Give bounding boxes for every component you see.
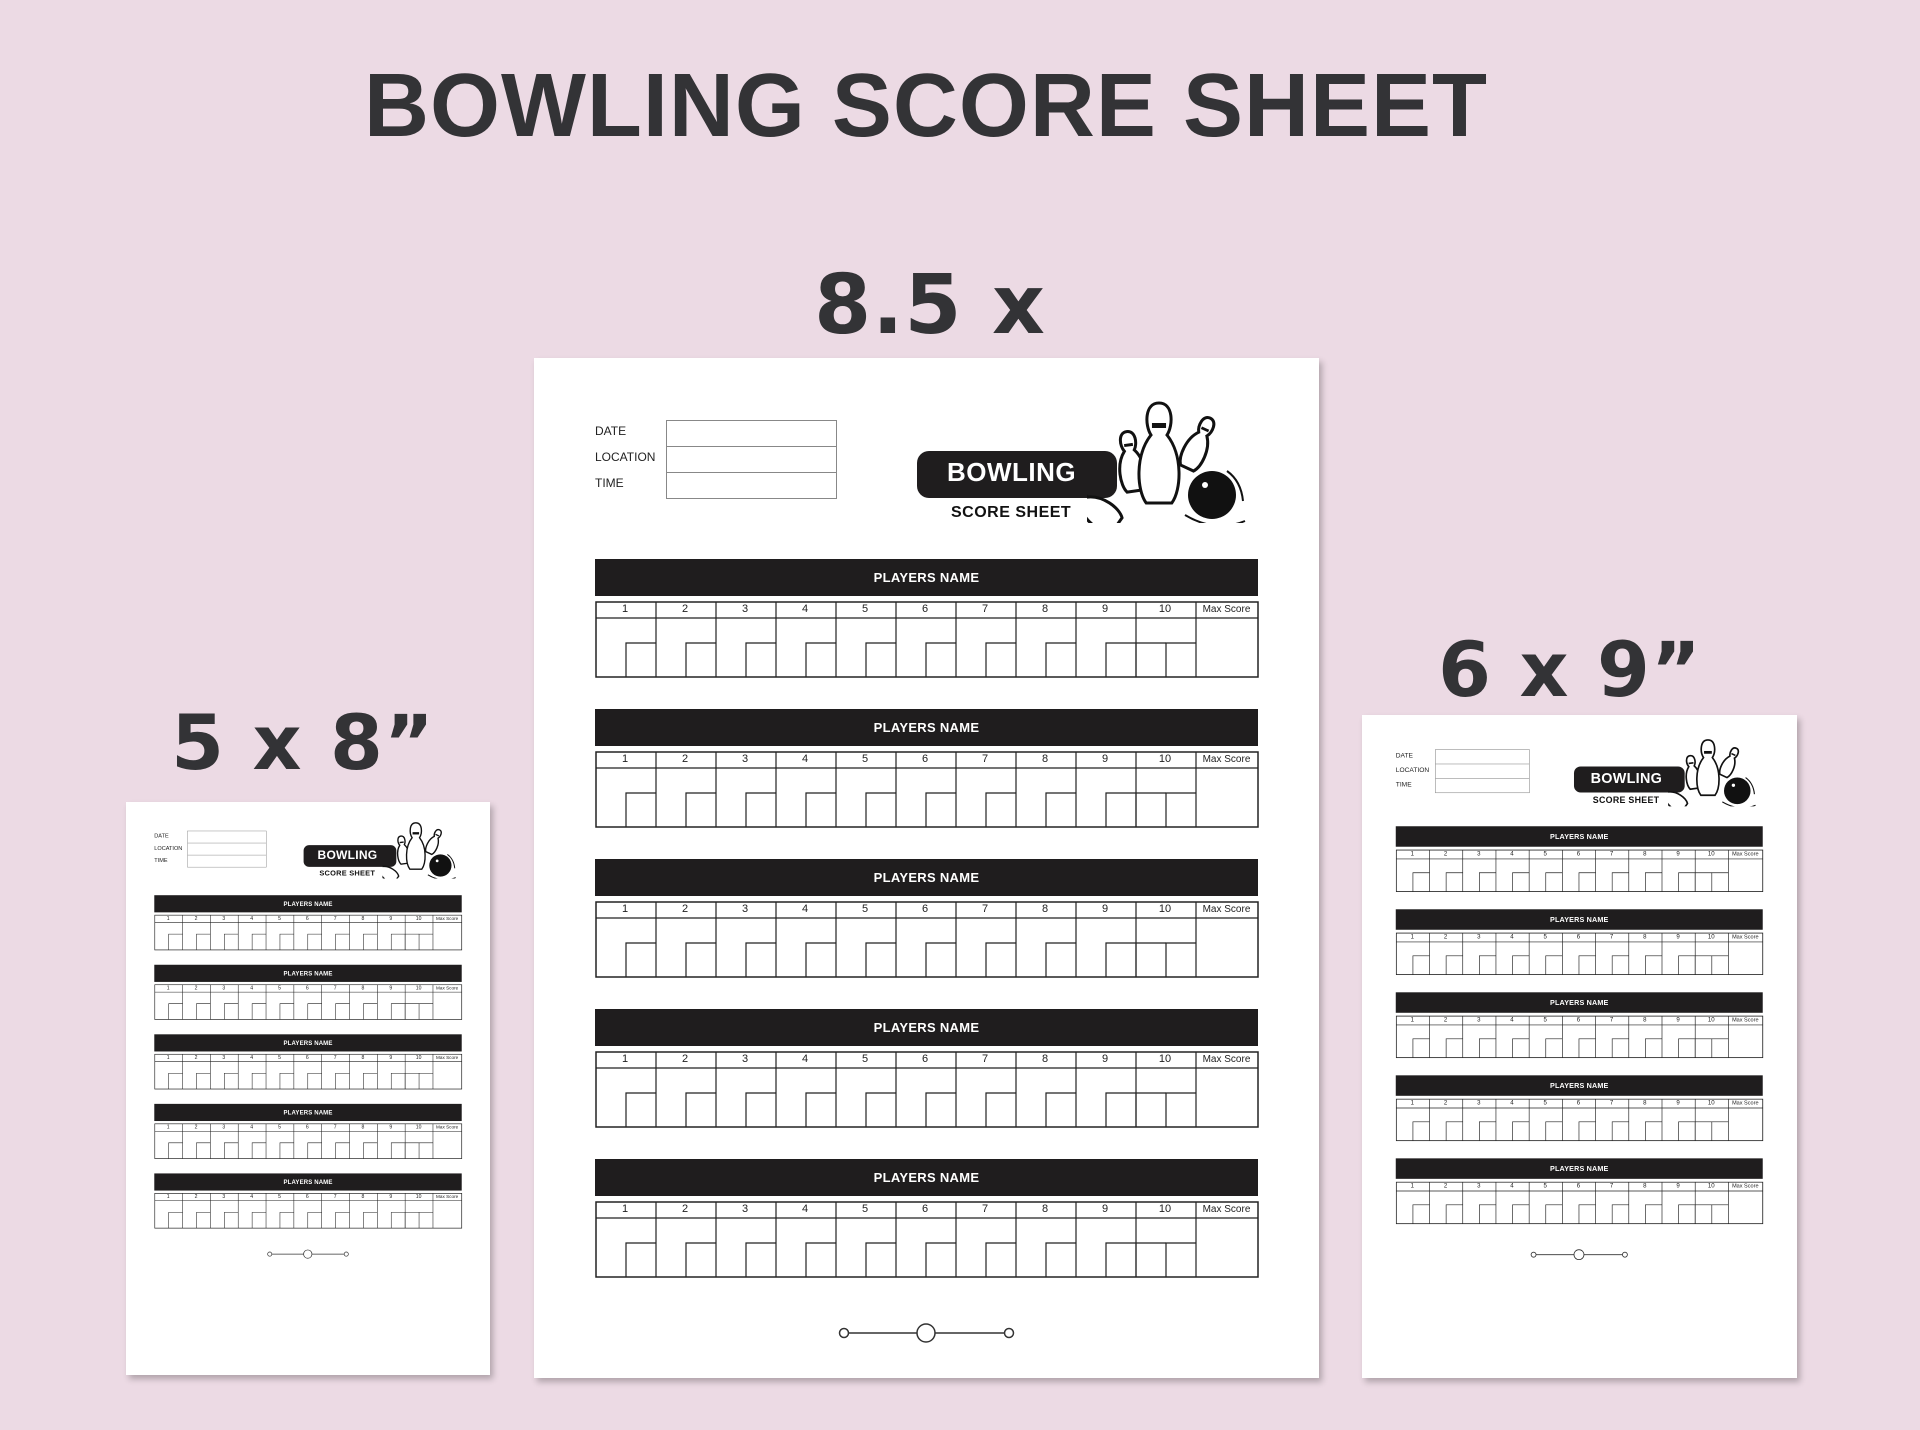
field-input-box	[667, 421, 836, 447]
player-name-header: PLAYERS NAME	[595, 709, 1258, 746]
frame-number: 2	[681, 903, 689, 915]
frame-number: 4	[1510, 1016, 1514, 1024]
frame-number: 9	[1676, 1016, 1680, 1024]
frame-number: 6	[1576, 1099, 1581, 1107]
frame-number: 8	[1643, 1016, 1647, 1024]
frame-number: 5	[861, 903, 869, 915]
header-field-boxes	[1435, 749, 1530, 793]
frame-number: 3	[1477, 1016, 1481, 1024]
frame-number: 6	[1576, 933, 1581, 941]
frame-number: 7	[981, 1203, 989, 1215]
frame-number: 6	[1576, 850, 1581, 858]
max-score-label: Max Score	[1732, 851, 1759, 858]
frame-number: 2	[681, 1053, 689, 1065]
frame-number: 2	[1443, 1099, 1448, 1107]
frame-number: 4	[801, 903, 809, 915]
field-input-box	[188, 843, 266, 855]
frame-number: 7	[333, 985, 337, 991]
frame-number: 7	[333, 915, 337, 922]
frame-number: 8	[1041, 603, 1049, 615]
frame-number: 7	[1609, 1099, 1614, 1107]
frame-number: 6	[305, 1124, 309, 1130]
frame-number: 3	[222, 1124, 226, 1130]
max-score-label: Max Score	[436, 916, 459, 922]
frame-number: 1	[621, 903, 629, 915]
frame-number: 9	[389, 1054, 393, 1061]
max-score-label: Max Score	[1732, 1183, 1759, 1190]
frame-number: 2	[1443, 1182, 1448, 1190]
frame-number: 1	[166, 1054, 170, 1061]
max-score-label: Max Score	[1202, 904, 1251, 915]
bowling-pins-icon	[1668, 734, 1757, 806]
player-block	[154, 1173, 461, 1228]
player-name-header: PLAYERS NAME	[595, 859, 1258, 896]
logo-subtitle: SCORE SHEET	[1592, 795, 1660, 806]
frame-number: 1	[1410, 1182, 1415, 1190]
frame-number: 2	[1443, 933, 1448, 941]
frame-number: 4	[801, 1203, 809, 1215]
frame-number: 9	[389, 1193, 393, 1200]
frame-number: 4	[801, 753, 809, 765]
frame-number: 9	[1676, 933, 1680, 941]
frame-number: 10	[1707, 850, 1715, 858]
frame-number: 5	[861, 1203, 869, 1215]
frame-number: 8	[1643, 850, 1647, 858]
max-score-label: Max Score	[1202, 604, 1251, 615]
frame-number: 1	[1410, 933, 1415, 941]
frame-number: 6	[1576, 1016, 1581, 1024]
field-label: LOCATION	[154, 844, 183, 852]
frame-number: 10	[1707, 1182, 1715, 1190]
field-label: LOCATION	[1395, 765, 1430, 774]
frame-number: 1	[1410, 850, 1415, 858]
frame-number: 9	[1101, 903, 1109, 915]
frame-number: 10	[1158, 903, 1172, 915]
frame-number: 1	[621, 753, 629, 765]
frame-number: 3	[741, 753, 749, 765]
frame-number: 2	[1443, 1016, 1448, 1024]
player-name-header: PLAYERS NAME	[1396, 909, 1763, 929]
player-name-header: PLAYERS NAME	[154, 1173, 461, 1190]
bowling-logo	[1574, 734, 1762, 806]
frame-number: 3	[1477, 933, 1481, 941]
field-input-box	[188, 855, 266, 867]
bowling-pins-icon	[382, 818, 456, 878]
field-label: DATE	[154, 832, 169, 840]
header-field-boxes	[187, 831, 266, 868]
logo-word: BOWLING	[317, 847, 378, 862]
frame-number: 2	[194, 1054, 198, 1061]
page-indicator-icon	[534, 1313, 1319, 1353]
frame-number: 4	[801, 1053, 809, 1065]
frame-number: 5	[861, 1053, 869, 1065]
frame-number: 10	[415, 1054, 422, 1061]
frame-number: 8	[1041, 903, 1049, 915]
max-score-label: Max Score	[1732, 1017, 1759, 1024]
frame-number: 7	[333, 1124, 337, 1130]
player-block	[1396, 992, 1763, 1057]
frame-number: 8	[361, 985, 365, 991]
frame-number: 4	[801, 603, 809, 615]
player-block	[154, 965, 461, 1020]
field-label: TIME	[1395, 780, 1412, 789]
frame-number: 6	[305, 985, 309, 991]
frame-number: 3	[222, 1054, 226, 1061]
logo-subtitle: SCORE SHEET	[951, 504, 1072, 521]
field-input-box	[1436, 750, 1530, 764]
frame-number: 4	[1510, 1099, 1514, 1107]
player-name-header: PLAYERS NAME	[154, 895, 461, 912]
frame-number: 7	[981, 903, 989, 915]
frame-number: 3	[1477, 850, 1481, 858]
field-input-box	[188, 831, 266, 843]
frame-number: 5	[278, 985, 281, 991]
frame-number: 9	[1101, 1203, 1109, 1215]
frame-number: 1	[166, 985, 170, 991]
frame-number: 7	[1609, 933, 1614, 941]
player-block	[595, 859, 1258, 977]
max-score-label: Max Score	[436, 1055, 459, 1061]
frame-number: 8	[1041, 753, 1049, 765]
page-title: BOWLING SCORE SHEET	[363, 56, 1489, 156]
max-score-label: Max Score	[436, 985, 459, 991]
frame-number: 10	[1707, 933, 1715, 941]
player-name-header: PLAYERS NAME	[154, 965, 461, 982]
field-label: DATE	[1395, 751, 1413, 760]
player-name-header: PLAYERS NAME	[1396, 1158, 1763, 1178]
frame-number: 10	[415, 915, 422, 922]
player-name-header: PLAYERS NAME	[154, 1034, 461, 1051]
player-block	[1396, 909, 1763, 974]
frame-number: 2	[681, 753, 689, 765]
frame-number: 8	[361, 1054, 365, 1061]
frame-number: 9	[389, 985, 393, 991]
frame-number: 8	[361, 1124, 365, 1130]
player-name-header: PLAYERS NAME	[1396, 826, 1763, 846]
player-name-header: PLAYERS NAME	[154, 1104, 461, 1121]
frame-number: 4	[250, 1124, 254, 1130]
frame-number: 2	[681, 603, 689, 615]
frame-number: 7	[333, 1054, 337, 1061]
player-block	[595, 559, 1258, 677]
max-score-label: Max Score	[1202, 754, 1251, 765]
frame-number: 10	[415, 985, 422, 991]
frame-number: 5	[1543, 1099, 1547, 1107]
frame-number: 4	[1510, 1182, 1514, 1190]
frame-number: 1	[1410, 1016, 1415, 1024]
frame-number: 6	[921, 753, 929, 765]
frame-number: 6	[305, 1054, 309, 1061]
frame-number: 3	[741, 1203, 749, 1215]
size-label-medium: 6 x 9”	[1438, 625, 1702, 714]
field-label: DATE	[595, 424, 627, 438]
frame-number: 4	[250, 1193, 254, 1200]
max-score-label: Max Score	[436, 1194, 459, 1200]
header-field-labels	[154, 830, 191, 866]
frame-number: 6	[1576, 1182, 1581, 1190]
frame-number: 7	[333, 1193, 337, 1200]
frame-number: 9	[1101, 753, 1109, 765]
frame-number: 8	[1041, 1053, 1049, 1065]
player-name-header: PLAYERS NAME	[1396, 992, 1763, 1012]
frame-number: 2	[1443, 850, 1448, 858]
bowling-logo	[917, 393, 1257, 523]
player-block	[595, 709, 1258, 827]
page-indicator-icon	[126, 1245, 490, 1264]
player-name-header: PLAYERS NAME	[595, 1009, 1258, 1046]
frame-number: 2	[194, 985, 198, 991]
frame-number: 6	[921, 603, 929, 615]
frame-number: 10	[1707, 1016, 1715, 1024]
frame-number: 7	[981, 1053, 989, 1065]
frame-number: 3	[741, 603, 749, 615]
player-block	[154, 1034, 461, 1089]
frame-number: 1	[621, 1053, 629, 1065]
frame-number: 10	[1158, 603, 1172, 615]
frame-number: 10	[1158, 1053, 1172, 1065]
frame-number: 5	[1543, 933, 1547, 941]
header-field-labels	[595, 418, 675, 496]
frame-number: 9	[389, 1124, 393, 1130]
frame-number: 5	[278, 1124, 281, 1130]
frame-number: 5	[278, 1054, 281, 1061]
player-block	[1396, 1158, 1763, 1223]
frame-number: 5	[278, 915, 281, 922]
player-block	[154, 895, 461, 950]
field-input-box	[667, 473, 836, 498]
frame-number: 4	[250, 985, 254, 991]
frame-number: 6	[921, 1053, 929, 1065]
max-score-label: Max Score	[1732, 934, 1759, 941]
frame-number: 7	[1609, 1182, 1614, 1190]
frame-number: 2	[194, 1193, 198, 1200]
frame-number: 6	[921, 1203, 929, 1215]
player-block	[1396, 826, 1763, 891]
frame-number: 9	[1676, 850, 1680, 858]
frame-number: 10	[1158, 1203, 1172, 1215]
frame-number: 4	[250, 1054, 254, 1061]
page-indicator-icon	[1362, 1244, 1796, 1266]
frame-number: 5	[861, 753, 869, 765]
player-block	[154, 1104, 461, 1159]
field-label: TIME	[154, 856, 168, 864]
max-score-label: Max Score	[1732, 1100, 1759, 1107]
player-name-header: PLAYERS NAME	[595, 1159, 1258, 1196]
field-input-box	[1436, 779, 1530, 793]
frame-number: 1	[166, 1124, 170, 1130]
player-block	[1396, 1075, 1763, 1140]
logo-word: BOWLING	[1590, 769, 1663, 787]
player-name-header: PLAYERS NAME	[1396, 1075, 1763, 1095]
frame-number: 7	[1609, 1016, 1614, 1024]
score-sheet-large	[534, 358, 1319, 1378]
frame-number: 3	[222, 985, 226, 991]
frame-number: 1	[621, 1203, 629, 1215]
frame-number: 5	[1543, 1016, 1547, 1024]
field-label: LOCATION	[595, 450, 656, 464]
frame-number: 7	[1609, 850, 1614, 858]
max-score-label: Max Score	[436, 1124, 459, 1130]
frame-number: 10	[415, 1193, 422, 1200]
frame-number: 3	[222, 915, 226, 922]
frame-number: 9	[1676, 1099, 1680, 1107]
frame-number: 1	[166, 1193, 170, 1200]
frame-number: 10	[1707, 1099, 1715, 1107]
bowling-logo	[304, 818, 462, 878]
size-label-large: 8.5 x	[814, 258, 1046, 353]
frame-number: 8	[1643, 1099, 1647, 1107]
frame-number: 1	[1410, 1099, 1415, 1107]
frame-number: 7	[981, 753, 989, 765]
frame-number: 5	[1543, 1182, 1547, 1190]
max-score-label: Max Score	[1202, 1054, 1251, 1065]
logo-subtitle: SCORE SHEET	[319, 869, 376, 878]
size-label-small: 5 x 8”	[171, 698, 435, 787]
frame-number: 9	[1101, 1053, 1109, 1065]
frame-number: 5	[278, 1193, 281, 1200]
frame-number: 7	[981, 603, 989, 615]
frame-number: 6	[305, 915, 309, 922]
frame-number: 4	[1510, 850, 1514, 858]
frame-number: 10	[1158, 753, 1172, 765]
player-block	[595, 1159, 1258, 1277]
player-name-header: PLAYERS NAME	[595, 559, 1258, 596]
header-field-boxes	[666, 420, 837, 499]
frame-number: 1	[621, 603, 629, 615]
frame-number: 5	[861, 603, 869, 615]
frame-number: 10	[415, 1124, 422, 1130]
field-input-box	[1436, 764, 1530, 778]
frame-number: 5	[1543, 850, 1547, 858]
frame-number: 3	[222, 1193, 226, 1200]
bowling-pins-icon	[1087, 393, 1247, 523]
frame-number: 3	[741, 1053, 749, 1065]
field-input-box	[667, 447, 836, 473]
frame-number: 4	[1510, 933, 1514, 941]
logo-word: BOWLING	[947, 457, 1077, 487]
frame-number: 9	[1676, 1182, 1680, 1190]
frame-number: 3	[741, 903, 749, 915]
frame-number: 2	[681, 1203, 689, 1215]
score-sheet-medium	[1362, 715, 1797, 1378]
field-label: TIME	[595, 476, 624, 490]
header-field-labels	[1396, 748, 1440, 791]
frame-number: 9	[389, 915, 393, 922]
frame-number: 3	[1477, 1182, 1481, 1190]
frame-number: 4	[250, 915, 254, 922]
frame-number: 8	[361, 1193, 365, 1200]
frame-number: 8	[1643, 933, 1647, 941]
max-score-label: Max Score	[1202, 1204, 1251, 1215]
frame-number: 6	[921, 903, 929, 915]
frame-number: 2	[194, 915, 198, 922]
frame-number: 8	[1041, 1203, 1049, 1215]
frame-number: 2	[194, 1124, 198, 1130]
frame-number: 8	[361, 915, 365, 922]
frame-number: 6	[305, 1193, 309, 1200]
frame-number: 8	[1643, 1182, 1647, 1190]
frame-number: 9	[1101, 603, 1109, 615]
frame-number: 3	[1477, 1099, 1481, 1107]
player-block	[595, 1009, 1258, 1127]
frame-number: 1	[166, 915, 170, 922]
score-sheet-small	[126, 802, 490, 1375]
